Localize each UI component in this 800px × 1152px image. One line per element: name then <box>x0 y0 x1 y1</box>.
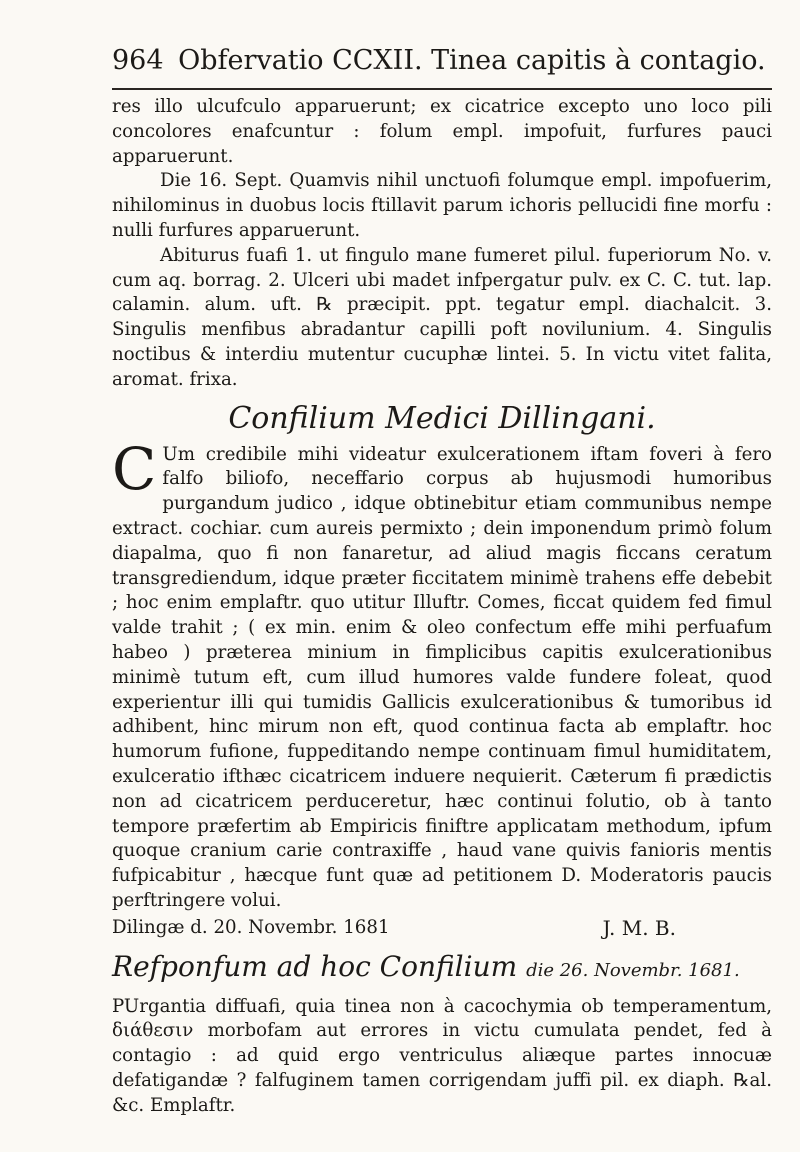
paragraph-prescription: Abiturus fuafi 1. ut fingulo mane fumeret pilul. fuperiorum No. v. cum aq. borrag. 2. Ulceri ubi madet infpergatur pulv. ex C. C. tut. lap. calamin. alum. uft. ℞ præcipit. ppt. tegatur empl. diachalcit. 3. Singulis menfibus abradantur capilli poft novilunium. 4. Singulis noctibus & interdiu mutentur cucuphæ lintei. 5. In victu vitet falita, aromat. frixa. <box>112 244 772 390</box>
responsum-heading <box>112 947 772 991</box>
drop-cap: C <box>112 434 157 503</box>
paragraph-sept-16: Die 16. Sept. Quamvis nihil unctuofi folumque empl. impofuerim, nihilominus in duobus locis ftillavit parum ichoris pellucidi fine morfu : nulli furfures apparuerunt. <box>112 170 772 241</box>
consilium-text: Um credibile mihi videatur exulcerationem iftam foveri à fero falfo biliofo, neceffario corpus ab hujusmodi humoribus purgandum judico , idque obtinebitur etiam communibus nempe extract. cochiar. cum aureis permixto ; dein imponendum primò folum diapalma, quo fi non fanaretur, ad aliud magis ficcans ceratum transgrediendum, idque præter ficcitatem minimè trahens effe debebit ; hoc enim emplaftr. quo utitur Illuftr. Comes, ficcat quidem fed fimul valde trahit ; ( ex min. enim & oleo confectum effe mihi perfuafum habeo ) præterea minium in fimplicibus capitis exulcerationibus minimè tutum eft, cum illud humores valde fundere foleat, quod experientur illi qui tumidis Gallicis exulcerationibus & tumoribus id adhibent, hinc mirum non eft, quod continua facta ab emplaftr. hoc humorum fufione, fuppeditando nempe continuam fimul humiditatem, exulceratio ifthæc cicatricem induere nequierit. Cæterum fi prædictis non ad cicatricem perduceretur, hæc continui folutio, ob à tanto tempore præfertim ab Empiricis finiftre applicatam methodum, ipfum quoque cranium carie contraxiffe , haud vane quivis fanioris mentis fufpicabitur , hæcque funt quæ ad petitionem D. Moderatoris paucis perftringere volui. <box>112 443 772 911</box>
paragraph-continuation: res illo ulcufculo apparuerunt; ex cicatrice excepto uno loco pili concolores enafcuntur : folum empl. impofuit, furfures pauci apparuerunt. <box>112 96 772 167</box>
consilium-heading: Confilium Medici Dillingani. <box>228 400 656 436</box>
header-rule <box>112 88 772 90</box>
running-title: Obfervatio CCXII. Tinea capitis à contagio. <box>178 45 766 76</box>
text-body <box>112 95 772 1118</box>
dateline: Dilingæ d. 20. Novembr. 1681 <box>112 916 390 938</box>
responsum-paragraph: PUrgantia diffuafi, quia tinea non à cacochymia ob temperamentum, διάθεσιν morbofam aut errores in victu cumulata pendet, fed à contagio : ad quid ergo ventriculus aliæque partes innocuæ defatigandæ ? falfuginem tamen corrigendam juffi pil. ex diaph. ℞al. &c. Emplaftr. <box>112 995 772 1116</box>
responsum-date: die 26. Novembr. 1681. <box>526 959 740 981</box>
consilium-paragraph <box>112 434 772 914</box>
signature: J. M. B. <box>602 915 676 940</box>
responsum-title: Refponfum ad hoc Confilium <box>112 949 518 983</box>
page-number: 964 <box>112 45 164 76</box>
running-header <box>112 44 772 78</box>
consilium-signoff <box>112 916 772 941</box>
